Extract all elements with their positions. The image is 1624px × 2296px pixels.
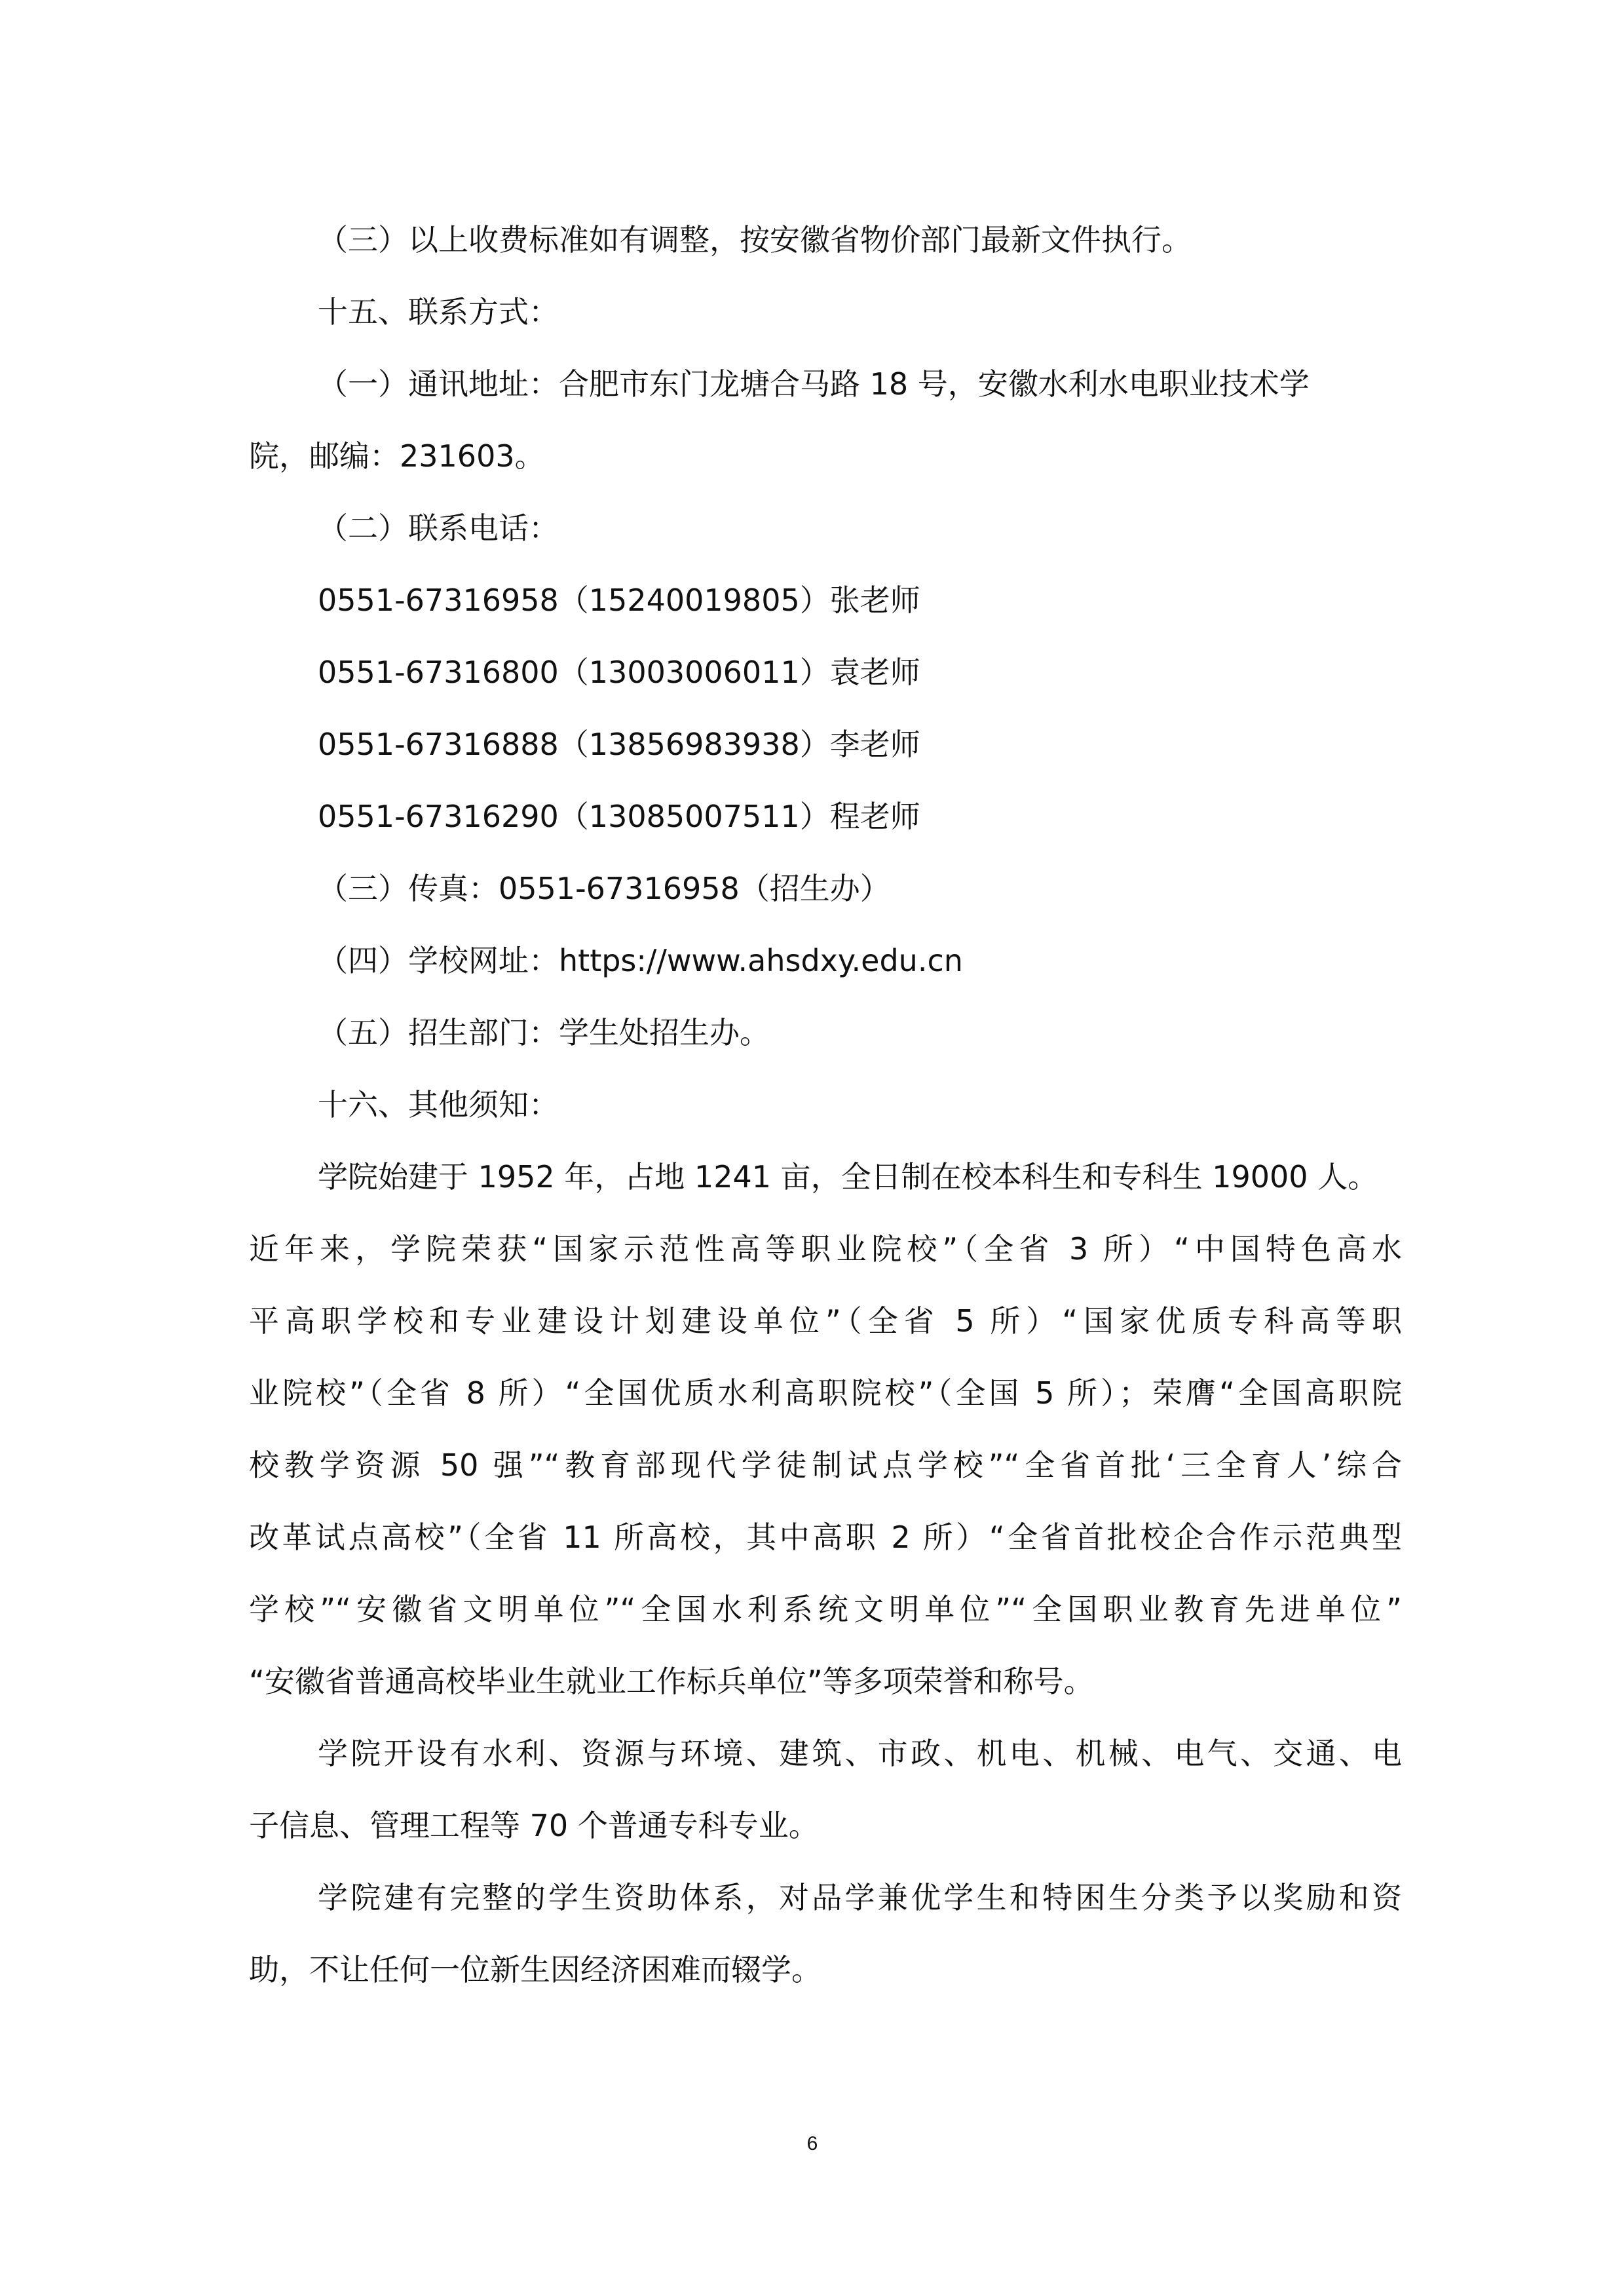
fee-adjustment-line: （三）以上收费标准如有调整，按安徽省物价部门最新文件执行。	[318, 222, 1192, 258]
history-paragraph-line-2: 近年来，学院荣获“国家示范性高等职业院校”（全省 3 所）“中国特色高水	[249, 1231, 1402, 1267]
history-paragraph-line-8: “安徽省普通高校毕业生就业工作标兵单位”等多项荣誉和称号。	[249, 1664, 1094, 1699]
section-16-heading: 十六、其他须知：	[318, 1087, 559, 1122]
history-paragraph-line-4: 业院校”（全省 8 所）“全国优质水利高职院校”（全国 5 所）；荣膺“全国高职院	[249, 1375, 1402, 1411]
page-number: 6	[806, 2133, 818, 2154]
contact-phone-cheng: 0551-67316290（13085007511）程老师	[318, 799, 920, 834]
history-paragraph-line-5: 校教学资源 50 强”“教育部现代学徒制试点学校”“全省首批‘三全育人’综合	[249, 1447, 1402, 1483]
contact-phone-yuan: 0551-67316800（13003006011）袁老师	[318, 655, 920, 690]
programs-paragraph-line-2: 子信息、管理工程等 70 个普通专科专业。	[249, 1808, 819, 1843]
history-paragraph-line-3: 平高职学校和专业建设计划建设单位”（全省 5 所）“国家优质专科高等职	[249, 1303, 1402, 1339]
aid-paragraph-line-2: 助，不让任何一位新生因经济困难而辍学。	[249, 1952, 821, 1987]
fax-line: （三）传真：0551-67316958（招生办）	[318, 871, 890, 906]
mailing-address-line-2: 院，邮编：231603。	[249, 438, 545, 474]
history-paragraph-line-6: 改革试点高校”（全省 11 所高校，其中高职 2 所）“全省首批校企合作示范典型	[249, 1520, 1402, 1555]
contact-phone-zhang: 0551-67316958（15240019805）张老师	[318, 583, 920, 618]
section-15-heading: 十五、联系方式：	[318, 294, 559, 330]
admissions-dept-line: （五）招生部门：学生处招生办。	[318, 1015, 770, 1050]
history-paragraph-line-7: 学校”“安徽省文明单位”“全国水利系统文明单位”“全国职业教育先进单位”	[249, 1592, 1402, 1627]
history-paragraph-line-1: 学院始建于 1952 年，占地 1241 亩，全日制在校本科生和专科生 19000 人。	[318, 1159, 1378, 1195]
website-line: （四）学校网址：https://www.ahsdxy.edu.cn	[318, 943, 963, 978]
contact-phone-li: 0551-67316888（13856983938）李老师	[318, 727, 920, 762]
programs-paragraph-line-1: 学院开设有水利、资源与环境、建筑、市政、机电、机械、电气、交通、电	[318, 1736, 1402, 1771]
contact-phone-heading: （二）联系电话：	[318, 510, 559, 546]
mailing-address-line-1: （一）通讯地址：合肥市东门龙塘合马路 18 号，安徽水利水电职业技术学	[318, 366, 1310, 402]
aid-paragraph-line-1: 学院建有完整的学生资助体系，对品学兼优学生和特困生分类予以奖励和资	[318, 1880, 1402, 1915]
